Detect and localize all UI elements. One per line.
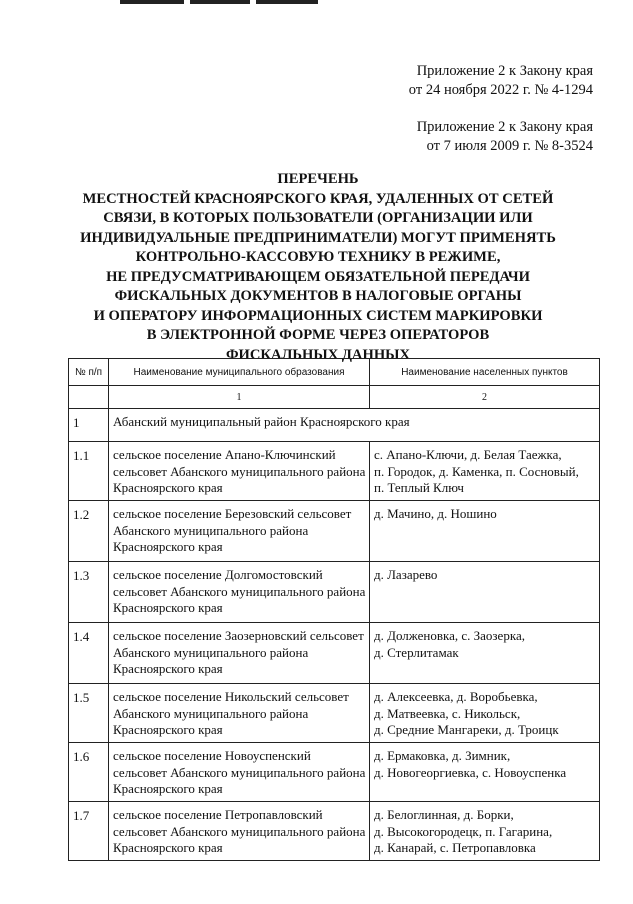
table-row: [69, 442, 600, 501]
settlements-line: д. Алексеевка, д. Воробьевка,: [374, 689, 538, 704]
row-number: 1.3: [69, 562, 109, 623]
title-line: ИНДИВИДУАЛЬНЫЕ ПРЕДПРИНИМАТЕЛИ) МОГУТ ПРИМЕНЯТЬ: [80, 229, 556, 246]
municipality-name: [109, 802, 370, 861]
municipality-line: Абанского муниципального района: [113, 644, 309, 660]
municipality-line: Красноярского края: [113, 722, 223, 737]
settlements-list: [370, 442, 600, 501]
settlements-line: д. Белоглинная, д. Борки,: [374, 807, 514, 822]
municipality-name: [109, 623, 370, 684]
municipality-line: сельское поселение Березовский сельсовет: [113, 506, 352, 521]
settlements-list: [370, 623, 600, 684]
municipality-name: [109, 562, 370, 623]
localities-table: [68, 358, 600, 861]
municipality-name: [109, 442, 370, 501]
settlements-line: д. Средние Мангареки, д. Троицк: [374, 722, 559, 737]
table-row: [69, 562, 600, 623]
municipality-name: [109, 501, 370, 562]
title-line: МЕСТНОСТЕЙ КРАСНОЯРСКОГО КРАЯ, УДАЛЕННЫХ ОТ СЕТЕЙ: [82, 190, 554, 207]
settlements-line: п. Теплый Ключ: [374, 480, 464, 495]
settlements-line: д. Матвеевка, с. Никольск,: [374, 705, 521, 721]
appendix-date-line: от 24 ноября 2022 г. № 4-1294: [408, 82, 593, 98]
municipality-line: сельское поселение Заозерновский сельсовет: [113, 628, 364, 643]
municipality-line: Абанского муниципального района: [113, 522, 309, 538]
row-number: 1.2: [69, 501, 109, 562]
appendix-reference-new: [409, 62, 593, 100]
settlements-list: [370, 802, 600, 861]
column-number-empty: [69, 386, 109, 409]
table-row: [69, 623, 600, 684]
settlements-line: д. Высокогородецк, п. Гагарина,: [374, 823, 553, 839]
municipality-name: [109, 684, 370, 743]
title-line: СВЯЗИ, В КОТОРЫХ ПОЛЬЗОВАТЕЛИ (ОРГАНИЗАЦИИ ИЛИ: [103, 210, 533, 226]
appendix-reference-original: [417, 118, 593, 156]
header-settlements: Наименование населенных пунктов: [370, 359, 600, 386]
settlements-list: [370, 562, 600, 623]
municipality-line: Красноярского края: [113, 781, 223, 796]
settlements-line: с. Апано-Ключи, д. Белая Таежка,: [374, 447, 562, 462]
appendix-date-line: от 7 июля 2009 г. № 8-3524: [426, 138, 593, 154]
title-line: И ОПЕРАТОРУ ИНФОРМАЦИОННЫХ СИСТЕМ МАРКИРОВКИ: [93, 307, 543, 324]
row-number: 1.6: [69, 743, 109, 802]
settlements-line: д. Стерлитамак: [374, 644, 459, 660]
settlements-line: д. Лазарево: [374, 567, 438, 582]
municipality-line: сельсовет Абанского муниципального района: [113, 463, 366, 479]
municipality-line: Абанского муниципального района: [113, 705, 309, 721]
header-number: № п/п: [69, 359, 109, 386]
table-row: [69, 684, 600, 743]
title-line: НЕ ПРЕДУСМАТРИВАЮЩЕМ ОБЯЗАТЕЛЬНОЙ ПЕРЕДАЧИ: [106, 268, 530, 285]
municipality-line: сельское поселение Петропавловский: [113, 807, 323, 822]
title-line: В ЭЛЕКТРОННОЙ ФОРМЕ ЧЕРЕЗ ОПЕРАТОРОВ: [146, 327, 490, 343]
settlements-line: д. Долженовка, с. Заозерка,: [374, 628, 525, 643]
table-row: [69, 743, 600, 802]
row-number: 1.7: [69, 802, 109, 861]
title-line: ПЕРЕЧЕНЬ: [277, 171, 359, 187]
settlements-list: [370, 684, 600, 743]
municipality-line: Красноярского края: [113, 661, 223, 676]
title-line: ФИСКАЛЬНЫХ ДАННЫХ: [225, 346, 411, 363]
scan-header-marks: [120, 0, 320, 6]
municipality-line: сельсовет Абанского муниципального района: [113, 583, 366, 599]
row-number: 1.4: [69, 623, 109, 684]
settlements-line: д. Ермаковка, д. Зимник,: [374, 748, 511, 763]
municipality-name: [109, 743, 370, 802]
municipality-line: Красноярского края: [113, 480, 223, 495]
row-number: 1.1: [69, 442, 109, 501]
title-line: КОНТРОЛЬНО-КАССОВУЮ ТЕХНИКУ В РЕЖИМЕ,: [135, 249, 501, 265]
municipality-line: Красноярского края: [113, 600, 223, 615]
municipality-line: сельское поселение Никольский сельсовет: [113, 689, 349, 704]
region-name: Абанский муниципальный район Красноярского края: [109, 409, 600, 442]
title-line: ФИСКАЛЬНЫХ ДОКУМЕНТОВ В НАЛОГОВЫЕ ОРГАНЫ: [114, 288, 522, 304]
settlements-list: [370, 501, 600, 562]
settlements-line: д. Канарай, с. Петропавловка: [374, 840, 536, 855]
table-header-row: [69, 359, 600, 386]
municipality-line: Красноярского края: [113, 539, 223, 554]
municipality-line: сельское поселение Апано-Ключинский: [113, 447, 336, 462]
document-title: [40, 170, 596, 365]
table-row: [69, 802, 600, 861]
municipality-line: Красноярского края: [113, 840, 223, 855]
column-number: 2: [370, 386, 600, 409]
settlements-line: д. Мачино, д. Ношино: [374, 506, 497, 521]
settlements-line: п. Городок, д. Каменка, п. Сосновый,: [374, 463, 579, 479]
table-row-region: [69, 409, 600, 442]
municipality-line: сельское поселение Новоуспенский: [113, 748, 311, 763]
column-number-row: [69, 386, 600, 409]
appendix-line: Приложение 2 к Закону края: [416, 119, 593, 135]
municipality-line: сельское поселение Долгомостовский: [113, 567, 323, 582]
row-number: 1: [69, 409, 109, 442]
header-municipality: Наименование муниципального образования: [109, 359, 370, 386]
municipality-line: сельсовет Абанского муниципального района: [113, 764, 366, 780]
municipality-line: сельсовет Абанского муниципального района: [113, 823, 366, 839]
column-number: 1: [109, 386, 370, 409]
settlements-list: [370, 743, 600, 802]
row-number: 1.5: [69, 684, 109, 743]
table-row: [69, 501, 600, 562]
appendix-line: Приложение 2 к Закону края: [416, 63, 593, 79]
settlements-line: д. Новогеоргиевка, с. Новоуспенка: [374, 764, 567, 780]
